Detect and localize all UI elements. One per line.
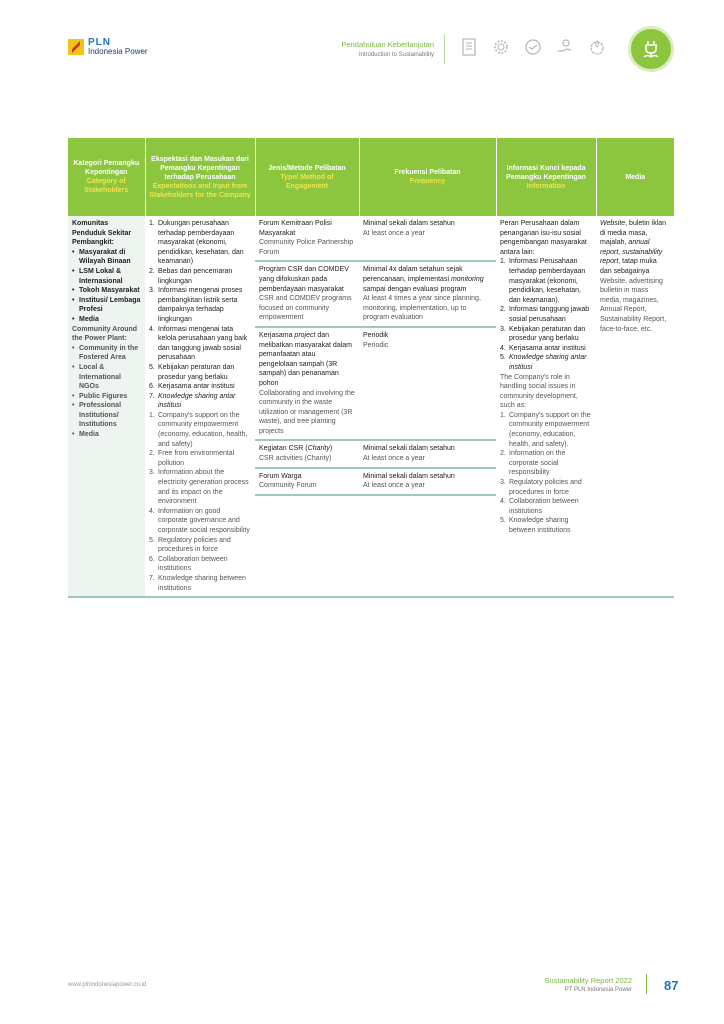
frequency-cell: Minimal sekali dalam setahun At least once a year [359, 440, 496, 467]
information-intro-id: Peran Perusahaan dalam penanganan isu-isu sosial pengembangan masyarakat antara lain: [500, 220, 587, 256]
engagement-row [255, 216, 496, 261]
header-category: Kategori Pemangku Kepentingan Category of Stakeholders [68, 138, 145, 216]
footer-title [544, 976, 632, 993]
frequency-cell: Minimal sekali dalam setahun At least once a year [359, 216, 496, 261]
list-item: • Media [72, 430, 141, 440]
expectations-list-en [149, 411, 251, 593]
footer-url[interactable]: www.plnindonesiapower.co.id [68, 982, 147, 988]
expectations-cell [145, 216, 255, 597]
method-cell: Forum Warga Community Forum [255, 468, 359, 495]
header-method: Jenis/Metode Pelibatan Type/ Method of Engagement [255, 138, 359, 216]
list-item: 3. Information about the electricity generation process and its impact on the environment [149, 469, 249, 506]
header-media: Media [596, 138, 674, 216]
header-divider [444, 34, 445, 64]
hand-money-icon[interactable] [554, 36, 576, 58]
header-expectations: Ekspektasi dan Masukan dari Pemangku Kepentingan terhadap Perusahaan Expectations and Input from Stakeholders for the Company [145, 138, 255, 216]
handshake-icon[interactable] [522, 36, 544, 58]
list-item: 1. Company's support on the community empowerment (economy, education, health, and safety). [500, 411, 591, 448]
list-item: 1. Company's support on the community empowerment (economy, education, health, and safety) [149, 411, 248, 448]
engagement-row [255, 261, 496, 327]
company-logo [68, 38, 148, 56]
frequency-cell: Minimal 4x dalam setahun sejak perencanaan, implementasi monitoring sampai dengan evaluasi program At least 4 times a year since planning, monitoring, implementation, up to program evaluation [359, 261, 496, 327]
list-item: 2. Information on the corporate social responsibility [500, 450, 566, 477]
leaf-cycle-icon[interactable] [586, 36, 608, 58]
list-item: 2. Free from environmental pollution [149, 450, 235, 467]
method-cell: Kegiatan CSR (Charity) CSR activities (Charity) [255, 440, 359, 467]
list-item: 4. Collaboration between institutions [500, 498, 579, 515]
table-header-row [68, 138, 674, 216]
pln-logo-icon [68, 39, 84, 55]
information-intro-en: The Company's role in handling social issues in community development, such as: [500, 373, 578, 410]
list-item: 2. Bebas dari pencemaran lingkungan [149, 267, 233, 285]
stakeholder-engagement-table [68, 138, 674, 598]
list-item: 7. Knowledge sharing antar institusi [149, 392, 236, 410]
category-title-en: Community Around the Power Plant: [72, 325, 138, 343]
list-item: • Local & International NGOs [72, 363, 141, 392]
category-title-id: Komunitas Penduduk Sekitar Pembangkit: [72, 220, 132, 247]
list-item: • Public Figures [72, 392, 141, 402]
list-item: • LSM Lokal & Internasional [72, 267, 141, 286]
list-item: • Professional Institutions/ Institutions [72, 401, 141, 430]
section-nav-icons [458, 36, 608, 58]
list-item: 1. Dukungan perusahaan terhadap pemberdayaan masyarakat (ekonomi, pendidikan, kesehatan, dan keamanan) [149, 220, 244, 266]
footer-company: PT PLN Indonesia Power [564, 987, 632, 993]
media-en: Website, advertising bulletin in mass media, magazines, Annual Report, Sustainability Report, face-to-face, etc. [600, 277, 667, 333]
list-item: 5. Regulatory policies and procedures in force [149, 536, 231, 554]
list-item: 3. Kebijakan peraturan dan prosedur yang berlaku [500, 325, 586, 343]
information-list-id [500, 257, 592, 372]
section-title-id: Pendahuluan Keberlanjutan [341, 40, 434, 49]
category-list-en [72, 344, 141, 440]
information-list-en [500, 411, 592, 536]
category-list-id [72, 248, 141, 325]
list-item: • Institusi/ Lembaga Profesi [72, 296, 141, 315]
method-cell: Program CSR dan COMDEV yang difokuskan pada pemberdayaan masyarakat CSR and COMDEV programs focused on community empowerment [255, 261, 359, 327]
logo-pln-text: PLN [88, 37, 111, 48]
list-item: 6. Kerjasama antar institusi [149, 383, 235, 391]
engagement-subtable [255, 216, 496, 496]
list-item: 2. Informasi tanggung jawab sosial perusahaan [500, 306, 590, 323]
engagement-row [255, 440, 496, 467]
engagement-row [255, 327, 496, 441]
expectations-list-id [149, 219, 251, 411]
engagement-row [255, 468, 496, 495]
category-cell [68, 216, 145, 597]
list-item: 5. Knowledge sharing antar institusi [500, 354, 587, 371]
header-frequency: Frekuensi Pelibatan Frequency [359, 138, 496, 216]
list-item: 4. Informasi mengenai tata kelola perusahaan yang baik dan tanggung jawab sosial perusahaan [149, 325, 248, 362]
list-item: • Masyarakat di Wilayah Binaan [72, 248, 141, 267]
list-item: • Community in the Fostered Area [72, 344, 141, 363]
list-item: • Media [72, 315, 141, 325]
footer-divider [646, 974, 647, 994]
logo-sub-text: Indonesia Power [88, 47, 148, 56]
gear-icon[interactable] [490, 36, 512, 58]
method-cell: Forum Kemitraan Polisi Masyarakat Community Police Partnership Forum [255, 216, 359, 261]
plug-leaf-icon[interactable] [628, 26, 674, 72]
document-icon[interactable] [458, 36, 480, 58]
list-item: 1. Informasi Perusahaan terhadap pemberdayaan masyarakat (ekonomi, pendidikan, kesehatan, dan keamanan). [500, 258, 586, 304]
list-item: • Tokoh Masyarakat [72, 286, 141, 296]
list-item: 6. Collaboration between institutions [149, 555, 228, 573]
list-item: 4. Kerjasama antar institusi [500, 344, 586, 352]
media-id: Website, buletin iklan di media masa, majalah, annual report, sustainability report, tatap muka dan sebagainya [600, 220, 667, 275]
table-row [68, 216, 674, 597]
frequency-cell: Periodik Periodic [359, 327, 496, 441]
list-item: 3. Informasi mengenai proses pembangkitan listrik serta dampaknya terhadap lingkungan [149, 287, 243, 323]
list-item: 3. Regulatory policies and procedures in force [500, 479, 582, 496]
list-item: 4. Information on good corporate governance and corporate social responsibility [149, 507, 250, 534]
media-cell [596, 216, 674, 597]
list-item: 5. Kebijakan peraturan dan prosedur yang berlaku [149, 363, 235, 381]
footer-report-title: Sustainability Report 2022 [544, 976, 632, 985]
method-cell: Kerjasama project dan melibatkan masyarakat dalam pemanfaatan atau pengelolaan sampah (3R sampah) dan penanaman pohon Collaborating and involving the community in the waste utilization or management (3R waste), and tree planting projects [255, 327, 359, 441]
section-title-en: Introduction to Sustainability [358, 52, 434, 58]
frequency-cell: Minimal sekali dalam setahun At least once a year [359, 468, 496, 495]
list-item: 5. Knowledge sharing between institutions [500, 517, 571, 534]
list-item: 7. Knowledge sharing between institutions [149, 574, 246, 592]
page-number: 87 [664, 978, 679, 993]
engagement-cell [255, 216, 496, 597]
section-title [341, 40, 434, 58]
information-cell [496, 216, 596, 597]
header-information: Informasi Kunci kepada Pemangku Kepentingan Information [496, 138, 596, 216]
